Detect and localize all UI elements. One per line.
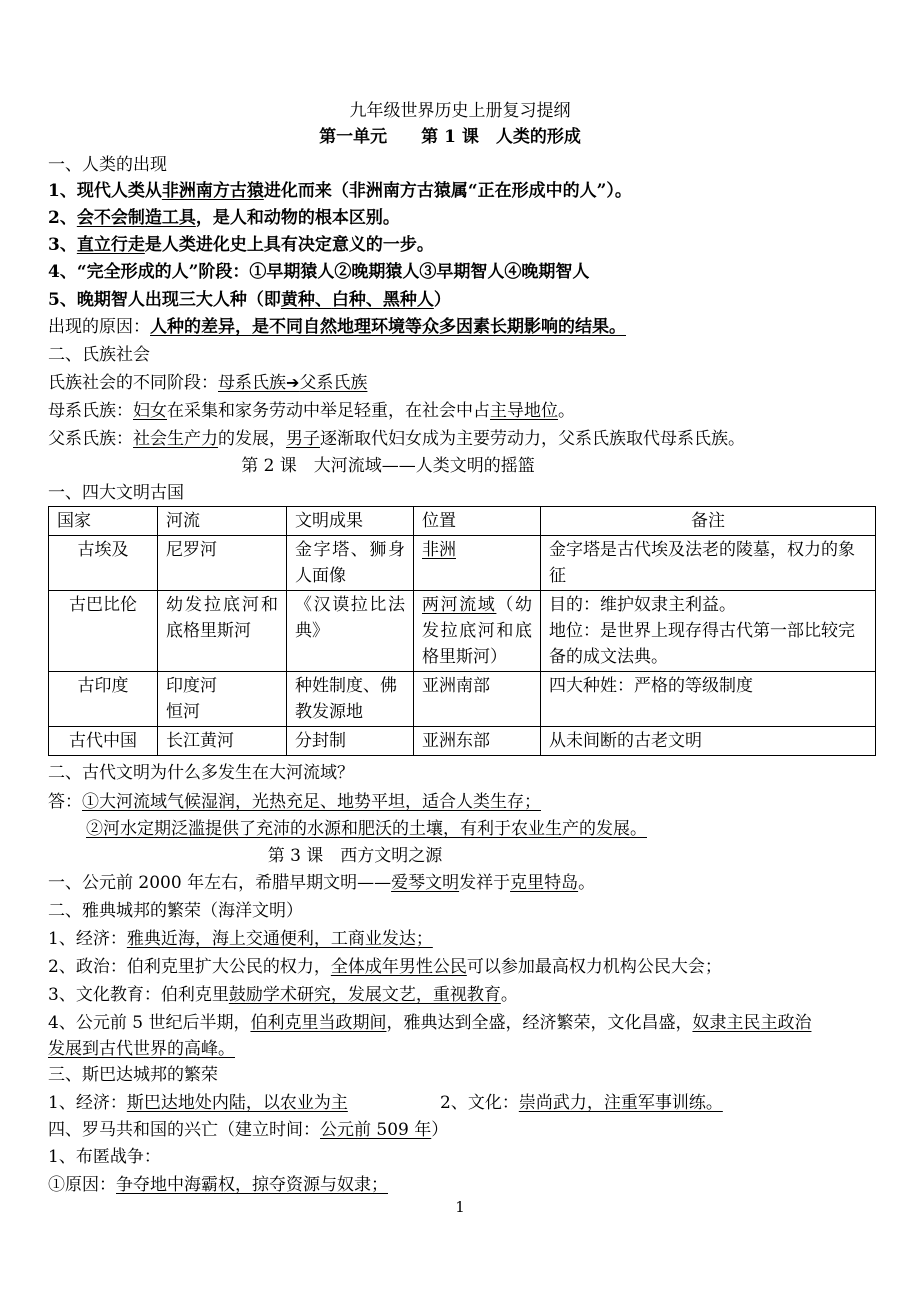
table-cell: 非洲 (414, 536, 541, 591)
table-cell: 古印度 (49, 672, 158, 727)
table-cell: 《汉谟拉比法典》 (287, 591, 414, 672)
table-row (49, 536, 876, 591)
text-line: 发展到古代世界的高峰。 (48, 1039, 235, 1059)
section-heading: 二、古代文明为什么多发生在大河流域？ (48, 763, 354, 783)
table-cell: 两河流域（幼发拉底河和底格里斯河） (414, 591, 541, 672)
table-cell: 目的：维护奴隶主利益。 地位：是世界上现存得古代第一部比较完备的成文法典。 (541, 591, 876, 672)
civilizations-table (48, 506, 876, 756)
table-cell: 金字塔、狮身人面像 (287, 536, 414, 591)
text-line: 5、晚期智人出现三大人种（即黄种、白种、黑种人） (48, 290, 451, 310)
table-header-cell: 备注 (541, 507, 876, 536)
table-cell: 四大种姓：严格的等级制度 (541, 672, 876, 727)
text-line: ②河水定期泛滥提供了充沛的水源和肥沃的土壤，有利于农业生产的发展。 (86, 819, 647, 839)
text-line: 1、布匿战争： (48, 1147, 161, 1167)
table-header-cell: 国家 (49, 507, 158, 536)
table-cell: 种姓制度、佛教发源地 (287, 672, 414, 727)
text-line: 2、文化：崇尚武力，注重军事训练。 (440, 1093, 723, 1113)
table-cell: 古埃及 (49, 536, 158, 591)
lesson3-heading: 第 3 课 西方文明之源 (267, 846, 443, 866)
table-cell: 金字塔是古代埃及法老的陵墓，权力的象征 (541, 536, 876, 591)
text-line: 2、会不会制造工具，是人和动物的根本区别。 (48, 208, 400, 228)
table-row (49, 591, 876, 672)
table-cell: 古巴比伦 (49, 591, 158, 672)
table-cell: 分封制 (287, 727, 414, 756)
table-header-cell: 位置 (414, 507, 541, 536)
section-heading: 四、罗马共和国的兴亡（建立时间：公元前 509 年） (48, 1120, 449, 1140)
text-line: 一、公元前 2000 年左右，希腊早期文明——爱琴文明发祥于克里特岛。 (48, 873, 596, 893)
text-line: 答：①大河流域气候湿润，光热充足、地势平坦，适合人类生存； (48, 792, 541, 812)
arrow-right-icon: ➔ (286, 373, 300, 392)
lesson2-heading: 第 2 课 大河流域——人类文明的摇篮 (241, 456, 535, 476)
section-heading: 二、氏族社会 (48, 345, 150, 365)
table-cell: 亚洲东部 (414, 727, 541, 756)
text-line: 父系氏族：社会生产力的发展，男子逐渐取代妇女成为主要劳动力，父系氏族取代母系氏族。 (48, 429, 745, 449)
text-line: 1、经济：斯巴达地处内陆，以农业为主 (48, 1093, 348, 1113)
table-cell: 尼罗河 (158, 536, 287, 591)
text-line: 氏族社会的不同阶段：母系氏族➔父系氏族 (48, 373, 368, 393)
section-heading: 三、斯巴达城邦的繁荣 (48, 1065, 218, 1085)
table-cell: 幼发拉底河和底格里斯河 (158, 591, 287, 672)
section-heading: 二、雅典城邦的繁荣（海洋文明） (48, 901, 303, 921)
table-cell: 从未间断的古老文明 (541, 727, 876, 756)
table-cell: 亚洲南部 (414, 672, 541, 727)
text-line: 4、“完全形成的人”阶段：①早期猿人②晚期猿人③早期智人④晚期智人 (48, 262, 590, 282)
text-line: 3、直立行走是人类进化史上具有决定意义的一步。 (48, 235, 434, 255)
table-cell: 长江黄河 (158, 727, 287, 756)
lesson1-heading: 第一单元 第 1 课 人类的形成 (319, 127, 581, 147)
section-heading: 一、四大文明古国 (48, 483, 184, 503)
table-cell: 古代中国 (49, 727, 158, 756)
text-line: 4、公元前 5 世纪后半期，伯利克里当政期间，雅典达到全盛，经济繁荣，文化昌盛，奴隶主民主政治 (48, 1013, 812, 1033)
table-header-cell: 河流 (158, 507, 287, 536)
page-number: 1 (455, 1198, 465, 1216)
text-line: ①原因：争夺地中海霸权，掠夺资源与奴隶； (48, 1175, 388, 1195)
table-row (49, 727, 876, 756)
text-line: 1、现代人类从非洲南方古猿进化而来（非洲南方古猿属“正在形成中的人”）。 (48, 181, 632, 201)
table-header-cell: 文明成果 (287, 507, 414, 536)
text-line: 母系氏族：妇女在采集和家务劳动中举足轻重，在社会中占主导地位。 (48, 401, 575, 421)
text-line: 出现的原因：人种的差异，是不同自然地理环境等众多因素长期影响的结果。 (48, 317, 626, 337)
section-heading: 一、人类的出现 (48, 155, 167, 175)
text-line: 2、政治：伯利克里扩大公民的权力，全体成年男性公民可以参加最高权力机构公民大会； (48, 957, 722, 977)
table-header-row (49, 507, 876, 536)
page-title: 九年级世界历史上册复习提纲 (349, 101, 571, 121)
table-cell: 印度河 恒河 (158, 672, 287, 727)
text-line: 1、经济：雅典近海，海上交通便利，工商业发达； (48, 929, 433, 949)
text-line: 3、文化教育：伯利克里鼓励学术研究，发展文艺，重视教育。 (48, 985, 518, 1005)
table-row (49, 672, 876, 727)
